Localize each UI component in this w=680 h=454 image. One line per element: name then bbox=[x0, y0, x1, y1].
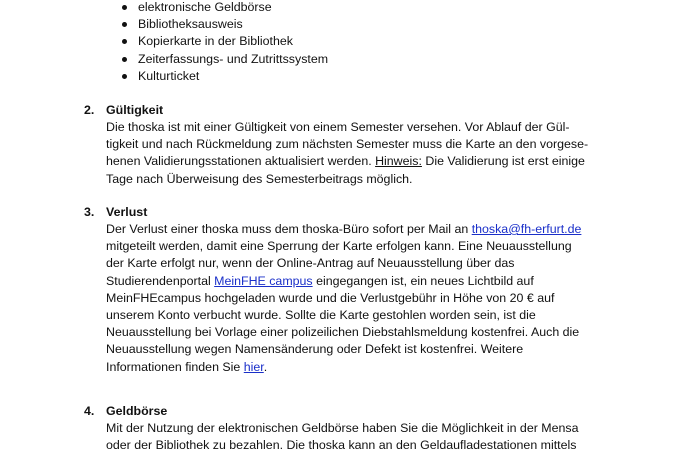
paragraph-line: MeinFHEcampus hochgeladen wurde und die Verlustgebühr in Höhe von 20 € auf bbox=[106, 290, 555, 305]
list-item: Bibliotheksausweis bbox=[138, 16, 328, 33]
bullet-icon bbox=[122, 22, 127, 27]
section-number: 3. bbox=[84, 205, 95, 219]
paragraph-line: Tage nach Überweisung des Semesterbeitrags möglich. bbox=[106, 171, 413, 186]
paragraph-line: Neuausstellung wegen Namensänderung oder Defekt ist kostenfrei. Weitere bbox=[106, 342, 524, 357]
feature-list bbox=[138, 0, 328, 85]
bullet-icon bbox=[122, 74, 127, 79]
paragraph-line: henen Validierungsstationen aktualisiert werden. Hinweis: Die Validierung ist erst einige bbox=[106, 154, 585, 169]
list-item: Zeiterfassungs- und Zutrittssystem bbox=[138, 51, 328, 68]
section-validity bbox=[84, 102, 606, 188]
bullet-icon bbox=[122, 57, 127, 62]
bullet-icon bbox=[122, 5, 127, 10]
bullet-icon bbox=[122, 39, 127, 44]
section-loss bbox=[84, 204, 606, 376]
section-wallet bbox=[84, 403, 606, 454]
section-number: 4. bbox=[84, 404, 95, 418]
paragraph-line: Der Verlust einer thoska muss dem thoska-Büro sofort per Mail an thoska@fh-erfurt.de bbox=[106, 222, 582, 236]
paragraph-line: Mit der Nutzung der elektronischen Geldbörse haben Sie die Möglichkeit in der Mensa bbox=[106, 421, 579, 435]
more-info-link[interactable]: hier bbox=[243, 359, 264, 374]
paragraph-line: oder der Bibliothek zu bezahlen. Die thoska kann an den Geldaufladestationen mittels bbox=[106, 438, 577, 453]
section-heading: Verlust bbox=[106, 205, 148, 219]
list-item: elektronische Geldbörse bbox=[138, 0, 328, 16]
paragraph-line: mitgeteilt werden, damit eine Sperrung der Karte erfolgen kann. Eine Neuausstellung bbox=[106, 239, 572, 254]
section-heading: Geldbörse bbox=[106, 404, 168, 418]
paragraph-line: Neuausstellung bei Vorlage einer polizeilichen Diebstahlsmeldung kostenfrei. Auch die bbox=[106, 325, 580, 340]
paragraph-line: unserem Konto verbucht wurde. Sollte die Karte gestohlen worden sein, ist die bbox=[106, 307, 536, 322]
list-item: Kopierkarte in der Bibliothek bbox=[138, 33, 328, 50]
section-number: 2. bbox=[84, 103, 95, 117]
paragraph-line: Studierendenportal MeinFHE campus eingegangen ist, ein neues Lichtbild auf bbox=[106, 273, 534, 288]
list-item: Kulturticket bbox=[138, 68, 328, 85]
section-heading: Gültigkeit bbox=[106, 103, 164, 117]
email-link[interactable]: thoska@fh-erfurt.de bbox=[471, 222, 582, 236]
portal-link[interactable]: MeinFHE campus bbox=[214, 273, 313, 288]
hint-label: Hinweis: bbox=[375, 154, 422, 169]
paragraph-line: tigkeit und nach Rückmeldung zum nächsten Semester muss die Karte an den vorgese- bbox=[106, 137, 589, 152]
paragraph-line: Informationen finden Sie hier. bbox=[106, 359, 268, 374]
paragraph-line: Die thoska ist mit einer Gültigkeit von einem Semester versehen. Vor Ablauf der Gül- bbox=[106, 120, 570, 134]
paragraph-line: der Karte erfolgt nur, wenn der Online-Antrag auf Neuausstellung über das bbox=[106, 256, 515, 271]
